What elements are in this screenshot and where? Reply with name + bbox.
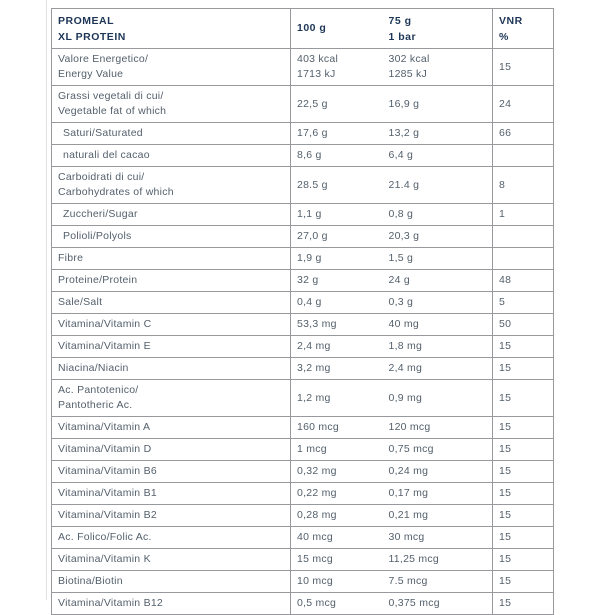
nutrient-label: Vitamina/Vitamin E (52, 336, 291, 358)
value-per-bar: 40 mg (383, 314, 493, 336)
value-per-100g: 10 mcg (291, 571, 383, 593)
value-per-100g: 1,2 mg (291, 380, 383, 417)
value-per-bar: 24 g (383, 270, 493, 292)
value-per-100g: 3,2 mg (291, 358, 383, 380)
vnr-percent: 15 (493, 439, 554, 461)
table-row (52, 270, 554, 292)
value-per-100g: 28.5 g (291, 167, 383, 204)
nutrition-table (51, 8, 554, 615)
table-row (52, 380, 554, 417)
value-per-bar: 0,24 mg (383, 461, 493, 483)
table-row (52, 358, 554, 380)
value-per-100g: 53,3 mg (291, 314, 383, 336)
vnr-percent: 15 (493, 417, 554, 439)
value-per-bar: 0,375 mcg (383, 593, 493, 615)
nutrient-label: Carboidrati di cui/ Carbohydrates of which (52, 167, 291, 204)
value-per-100g: 0,4 g (291, 292, 383, 314)
value-per-100g: 0,22 mg (291, 483, 383, 505)
vnr-percent (493, 248, 554, 270)
value-per-100g: 22,5 g (291, 86, 383, 123)
value-per-100g: 2,4 mg (291, 336, 383, 358)
table-row (52, 417, 554, 439)
vnr-percent: 8 (493, 167, 554, 204)
value-per-100g: 0,5 mcg (291, 593, 383, 615)
table-row (52, 549, 554, 571)
table-row (52, 527, 554, 549)
table-row (52, 167, 554, 204)
column-header-vnr-line1: VNR (499, 14, 523, 27)
table-row (52, 145, 554, 167)
value-per-100g: 1,9 g (291, 248, 383, 270)
value-per-bar: 0,9 mg (383, 380, 493, 417)
vnr-percent: 15 (493, 483, 554, 505)
vnr-percent: 15 (493, 461, 554, 483)
nutrient-label: Fibre (52, 248, 291, 270)
nutrient-label: Ac. Folico/Folic Ac. (52, 527, 291, 549)
table-row (52, 226, 554, 248)
table-row (52, 49, 554, 86)
value-per-bar: 1,5 g (383, 248, 493, 270)
value-per-bar: 0,21 mg (383, 505, 493, 527)
nutrient-label: Saturi/Saturated (52, 123, 291, 145)
vnr-percent: 15 (493, 380, 554, 417)
table-row (52, 461, 554, 483)
product-name-line1: PROMEAL (58, 14, 114, 27)
nutrient-label: Vitamina/Vitamin B2 (52, 505, 291, 527)
table-row (52, 123, 554, 145)
nutrient-label: Proteine/Protein (52, 270, 291, 292)
value-per-100g: 17,6 g (291, 123, 383, 145)
vnr-percent: 15 (493, 571, 554, 593)
vnr-percent: 24 (493, 86, 554, 123)
value-per-bar: 11,25 mcg (383, 549, 493, 571)
vnr-percent: 15 (493, 505, 554, 527)
nutrient-label: Niacina/Niacin (52, 358, 291, 380)
vnr-percent (493, 226, 554, 248)
value-per-bar: 30 mcg (383, 527, 493, 549)
table-row (52, 204, 554, 226)
value-per-bar: 0,75 mcg (383, 439, 493, 461)
column-header-vnr (493, 9, 554, 49)
vnr-percent: 15 (493, 49, 554, 86)
column-header-75g-line2: 1 bar (388, 30, 417, 43)
vnr-percent: 66 (493, 123, 554, 145)
nutrient-label: Grassi vegetali di cui/ Vegetable fat of which (52, 86, 291, 123)
table-row (52, 439, 554, 461)
table-row (52, 292, 554, 314)
table-row (52, 86, 554, 123)
table-header (52, 9, 554, 49)
value-per-bar: 21.4 g (383, 167, 493, 204)
vnr-percent: 15 (493, 549, 554, 571)
value-per-bar: 0,8 g (383, 204, 493, 226)
value-per-bar: 7.5 mcg (383, 571, 493, 593)
nutrient-label: Vitamina/Vitamin B12 (52, 593, 291, 615)
table-row (52, 248, 554, 270)
nutrient-label: Biotina/Biotin (52, 571, 291, 593)
nutrient-label: Zuccheri/Sugar (52, 204, 291, 226)
value-per-bar: 0,3 g (383, 292, 493, 314)
vnr-percent: 15 (493, 358, 554, 380)
value-per-bar: 16,9 g (383, 86, 493, 123)
value-per-100g: 0,28 mg (291, 505, 383, 527)
value-per-100g: 403 kcal 1713 kJ (291, 49, 383, 86)
product-name-header (52, 9, 291, 49)
vnr-percent: 48 (493, 270, 554, 292)
nutrient-label: Vitamina/Vitamin D (52, 439, 291, 461)
table-row (52, 314, 554, 336)
column-header-75g (383, 9, 493, 49)
nutrient-label: Vitamina/Vitamin C (52, 314, 291, 336)
value-per-100g: 1,1 g (291, 204, 383, 226)
table-row (52, 571, 554, 593)
nutrient-label: naturali del cacao (52, 145, 291, 167)
nutrient-label: Vitamina/Vitamin K (52, 549, 291, 571)
value-per-bar: 6,4 g (383, 145, 493, 167)
table-row (52, 336, 554, 358)
value-per-bar: 2,4 mg (383, 358, 493, 380)
vnr-percent: 15 (493, 336, 554, 358)
vnr-percent: 5 (493, 292, 554, 314)
table-row (52, 483, 554, 505)
value-per-bar: 302 kcal 1285 kJ (383, 49, 493, 86)
nutrient-label: Polioli/Polyols (52, 226, 291, 248)
value-per-bar: 20,3 g (383, 226, 493, 248)
nutrient-label: Vitamina/Vitamin B6 (52, 461, 291, 483)
nutrient-label: Vitamina/Vitamin B1 (52, 483, 291, 505)
value-per-100g: 160 mcg (291, 417, 383, 439)
column-header-75g-line1: 75 g (388, 14, 412, 27)
value-per-100g: 32 g (291, 270, 383, 292)
header-row (52, 9, 554, 49)
table-row (52, 593, 554, 615)
value-per-100g: 1 mcg (291, 439, 383, 461)
vnr-percent: 50 (493, 314, 554, 336)
value-per-bar: 1,8 mg (383, 336, 493, 358)
vnr-percent (493, 145, 554, 167)
value-per-100g: 8,6 g (291, 145, 383, 167)
column-header-vnr-line2: % (499, 30, 509, 43)
value-per-bar: 120 mcg (383, 417, 493, 439)
vnr-percent: 1 (493, 204, 554, 226)
nutrition-rows (52, 49, 554, 615)
nutrient-label: Ac. Pantotenico/ Pantotheric Ac. (52, 380, 291, 417)
nutrient-label: Vitamina/Vitamin A (52, 417, 291, 439)
value-per-100g: 15 mcg (291, 549, 383, 571)
nutrient-label: Sale/Salt (52, 292, 291, 314)
value-per-100g: 0,32 mg (291, 461, 383, 483)
value-per-bar: 0,17 mg (383, 483, 493, 505)
vnr-percent: 15 (493, 593, 554, 615)
column-header-100g: 100 g (291, 9, 383, 49)
value-per-bar: 13,2 g (383, 123, 493, 145)
table-row (52, 505, 554, 527)
nutrient-label: Valore Energetico/ Energy Value (52, 49, 291, 86)
page-edge-divider (46, 0, 47, 600)
vnr-percent: 15 (493, 527, 554, 549)
product-name-line2: XL PROTEIN (58, 30, 126, 43)
value-per-100g: 27,0 g (291, 226, 383, 248)
value-per-100g: 40 mcg (291, 527, 383, 549)
